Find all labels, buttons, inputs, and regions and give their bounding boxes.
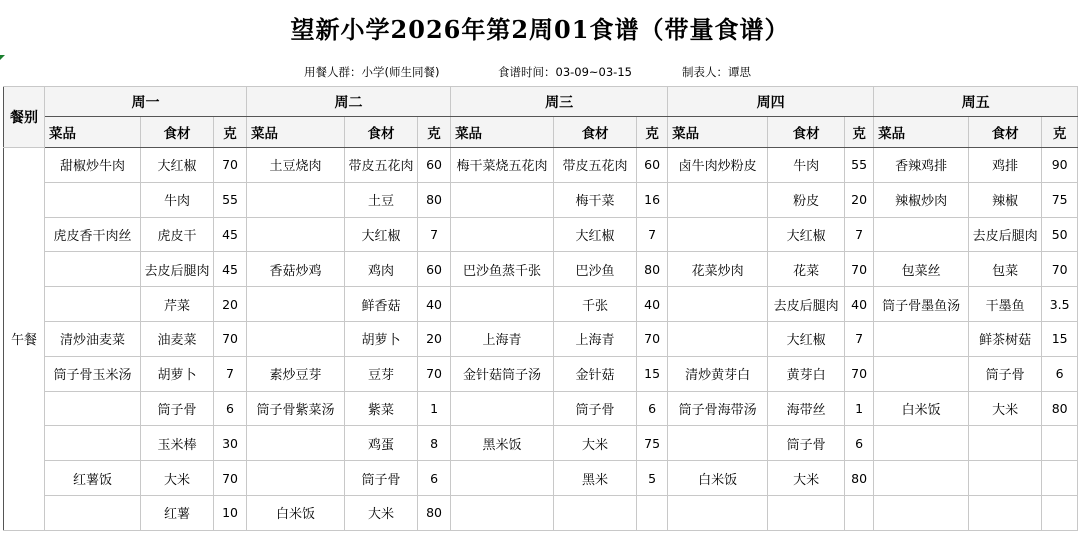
gram-cell: 5 <box>637 461 668 496</box>
gram-cell: 80 <box>845 461 874 496</box>
dish-column-header: 菜品 <box>668 117 768 148</box>
dish-cell <box>451 182 554 217</box>
table-row <box>4 287 1078 322</box>
dish-cell <box>247 287 345 322</box>
ingredient-cell <box>969 461 1042 496</box>
dish-cell: 金针菇筒子汤 <box>451 356 554 391</box>
ingredient-cell: 海带丝 <box>768 391 845 426</box>
table-row <box>4 182 1078 217</box>
dish-cell <box>874 321 969 356</box>
ingredient-cell: 大米 <box>554 426 637 461</box>
dish-cell: 土豆烧肉 <box>247 148 345 183</box>
ingredient-cell <box>969 426 1042 461</box>
menu-table <box>3 86 1078 531</box>
ingredient-cell: 梅干菜 <box>554 182 637 217</box>
dish-cell: 香菇炒鸡 <box>247 252 345 287</box>
dish-cell <box>45 287 141 322</box>
ingredient-cell: 千张 <box>554 287 637 322</box>
gram-column-header: 克 <box>637 117 668 148</box>
dish-cell <box>45 391 141 426</box>
ingredient-cell: 花菜 <box>768 252 845 287</box>
ingredient-column-header: 食材 <box>345 117 418 148</box>
ingredient-cell: 大米 <box>141 461 214 496</box>
ingredient-cell: 大米 <box>345 495 418 530</box>
ingredient-cell: 牛肉 <box>768 148 845 183</box>
gram-cell: 70 <box>214 461 247 496</box>
ingredient-cell: 上海青 <box>554 321 637 356</box>
gram-cell: 6 <box>1042 356 1078 391</box>
gram-cell: 7 <box>845 321 874 356</box>
gram-cell: 70 <box>214 148 247 183</box>
ingredient-cell: 巴沙鱼 <box>554 252 637 287</box>
gram-cell: 60 <box>418 252 451 287</box>
dish-cell <box>874 495 969 530</box>
ingredient-cell: 干墨鱼 <box>969 287 1042 322</box>
gram-column-header: 克 <box>418 117 451 148</box>
ingredient-cell: 大红椒 <box>141 148 214 183</box>
ingredient-cell: 芹菜 <box>141 287 214 322</box>
gram-cell <box>1042 461 1078 496</box>
dish-cell: 梅干菜烧五花肉 <box>451 148 554 183</box>
meta-period: 食谱时间：03-09~03-15 <box>498 65 632 79</box>
table-row <box>4 356 1078 391</box>
table-row <box>4 391 1078 426</box>
ingredient-cell: 黄芽白 <box>768 356 845 391</box>
table-row <box>4 495 1078 530</box>
dish-cell: 香辣鸡排 <box>874 148 969 183</box>
gram-cell: 80 <box>637 252 668 287</box>
gram-cell: 80 <box>1042 391 1078 426</box>
ingredient-cell: 筒子骨 <box>345 461 418 496</box>
dish-cell <box>874 356 969 391</box>
dish-cell: 卤牛肉炒粉皮 <box>668 148 768 183</box>
ingredient-cell <box>969 495 1042 530</box>
dish-cell: 黑米饭 <box>451 426 554 461</box>
ingredient-cell: 红薯 <box>141 495 214 530</box>
gram-cell: 1 <box>845 391 874 426</box>
ingredient-cell: 筒子骨 <box>554 391 637 426</box>
gram-cell: 3.5 <box>1042 287 1078 322</box>
ingredient-cell: 去皮后腿肉 <box>141 252 214 287</box>
day-header: 周一 <box>45 87 247 117</box>
ingredient-cell: 胡萝卜 <box>141 356 214 391</box>
ingredient-cell: 金针菇 <box>554 356 637 391</box>
gram-cell: 90 <box>1042 148 1078 183</box>
dish-cell: 筒子骨玉米汤 <box>45 356 141 391</box>
ingredient-cell: 玉米棒 <box>141 426 214 461</box>
dish-cell: 花菜炒肉 <box>668 252 768 287</box>
gram-cell: 40 <box>845 287 874 322</box>
dish-cell: 包菜丝 <box>874 252 969 287</box>
dish-cell <box>451 217 554 252</box>
dish-cell: 虎皮香干肉丝 <box>45 217 141 252</box>
ingredient-cell: 大米 <box>969 391 1042 426</box>
gram-cell: 30 <box>214 426 247 461</box>
table-row <box>4 252 1078 287</box>
gram-cell: 55 <box>214 182 247 217</box>
dish-cell <box>451 461 554 496</box>
dish-cell <box>668 321 768 356</box>
gram-cell <box>637 495 668 530</box>
dish-cell <box>247 321 345 356</box>
ingredient-cell: 去皮后腿肉 <box>768 287 845 322</box>
ingredient-cell: 去皮后腿肉 <box>969 217 1042 252</box>
dish-cell <box>45 182 141 217</box>
meal-name-cell: 午餐 <box>4 148 45 531</box>
day-header: 周三 <box>451 87 668 117</box>
gram-cell: 70 <box>214 321 247 356</box>
ingredient-cell: 带皮五花肉 <box>345 148 418 183</box>
dish-cell <box>247 426 345 461</box>
gram-column-header: 克 <box>845 117 874 148</box>
dish-cell: 红薯饭 <box>45 461 141 496</box>
gram-cell: 75 <box>1042 182 1078 217</box>
table-row <box>4 148 1078 183</box>
dish-cell: 筒子骨紫菜汤 <box>247 391 345 426</box>
meta-maker: 制表人：谭思 <box>682 65 751 79</box>
gram-cell: 60 <box>637 148 668 183</box>
table-row <box>4 426 1078 461</box>
ingredient-cell: 包菜 <box>969 252 1042 287</box>
day-header: 周五 <box>874 87 1078 117</box>
gram-cell: 8 <box>418 426 451 461</box>
ingredient-column-header: 食材 <box>554 117 637 148</box>
ingredient-cell: 筒子骨 <box>768 426 845 461</box>
gram-cell: 7 <box>637 217 668 252</box>
dish-cell <box>45 426 141 461</box>
table-row <box>4 321 1078 356</box>
dish-cell: 白米饭 <box>668 461 768 496</box>
gram-cell: 6 <box>845 426 874 461</box>
gram-column-header: 克 <box>1042 117 1078 148</box>
ingredient-cell: 油麦菜 <box>141 321 214 356</box>
dish-cell: 清炒黄芽白 <box>668 356 768 391</box>
gram-cell: 70 <box>418 356 451 391</box>
gram-cell: 80 <box>418 495 451 530</box>
dish-cell <box>247 217 345 252</box>
ingredient-cell: 鲜香菇 <box>345 287 418 322</box>
ingredient-cell: 筒子骨 <box>969 356 1042 391</box>
ingredient-column-header: 食材 <box>969 117 1042 148</box>
dish-cell <box>874 426 969 461</box>
dish-cell <box>247 461 345 496</box>
gram-cell: 6 <box>418 461 451 496</box>
cell-selection-marker <box>0 55 5 60</box>
day-header: 周二 <box>247 87 451 117</box>
dish-cell <box>451 391 554 426</box>
dish-cell <box>668 217 768 252</box>
dish-cell: 清炒油麦菜 <box>45 321 141 356</box>
dish-cell <box>45 252 141 287</box>
ingredient-cell: 辣椒 <box>969 182 1042 217</box>
dish-cell <box>668 426 768 461</box>
dish-cell <box>668 287 768 322</box>
gram-cell <box>845 495 874 530</box>
gram-cell: 6 <box>214 391 247 426</box>
gram-cell: 70 <box>1042 252 1078 287</box>
ingredient-cell: 豆芽 <box>345 356 418 391</box>
dish-column-header: 菜品 <box>247 117 345 148</box>
gram-cell <box>1042 495 1078 530</box>
ingredient-cell <box>768 495 845 530</box>
gram-cell <box>1042 426 1078 461</box>
column-header-row <box>4 117 1078 148</box>
ingredient-cell: 大红椒 <box>768 217 845 252</box>
gram-cell: 40 <box>418 287 451 322</box>
gram-cell: 70 <box>845 252 874 287</box>
dish-cell <box>668 182 768 217</box>
table-row <box>4 217 1078 252</box>
ingredient-cell: 土豆 <box>345 182 418 217</box>
gram-cell: 40 <box>637 287 668 322</box>
dish-cell <box>45 495 141 530</box>
gram-cell: 50 <box>1042 217 1078 252</box>
ingredient-cell: 大米 <box>768 461 845 496</box>
ingredient-cell: 鸡蛋 <box>345 426 418 461</box>
dish-cell: 筒子骨海带汤 <box>668 391 768 426</box>
dish-cell <box>247 182 345 217</box>
ingredient-cell: 鲜茶树菇 <box>969 321 1042 356</box>
gram-cell: 20 <box>214 287 247 322</box>
ingredient-cell: 鸡排 <box>969 148 1042 183</box>
dish-cell <box>874 461 969 496</box>
gram-cell: 15 <box>637 356 668 391</box>
gram-cell: 60 <box>418 148 451 183</box>
dish-cell <box>451 287 554 322</box>
ingredient-cell: 筒子骨 <box>141 391 214 426</box>
meta-crowd: 用餐人群：小学(师生同餐) <box>304 65 440 79</box>
gram-cell: 7 <box>845 217 874 252</box>
dish-column-header: 菜品 <box>874 117 969 148</box>
dish-cell <box>668 495 768 530</box>
ingredient-cell: 虎皮干 <box>141 217 214 252</box>
gram-cell: 20 <box>418 321 451 356</box>
day-header: 周四 <box>668 87 874 117</box>
dish-cell <box>451 495 554 530</box>
ingredient-cell <box>554 495 637 530</box>
ingredient-cell: 大红椒 <box>554 217 637 252</box>
ingredient-cell: 黑米 <box>554 461 637 496</box>
dish-cell: 白米饭 <box>874 391 969 426</box>
dish-cell: 辣椒炒肉 <box>874 182 969 217</box>
gram-cell: 20 <box>845 182 874 217</box>
gram-cell: 6 <box>637 391 668 426</box>
ingredient-column-header: 食材 <box>141 117 214 148</box>
gram-cell: 7 <box>214 356 247 391</box>
ingredient-cell: 鸡肉 <box>345 252 418 287</box>
dish-column-header: 菜品 <box>451 117 554 148</box>
gram-cell: 16 <box>637 182 668 217</box>
dish-cell: 筒子骨墨鱼汤 <box>874 287 969 322</box>
ingredient-cell: 牛肉 <box>141 182 214 217</box>
gram-cell: 7 <box>418 217 451 252</box>
dish-cell: 甜椒炒牛肉 <box>45 148 141 183</box>
table-row <box>4 461 1078 496</box>
gram-cell: 10 <box>214 495 247 530</box>
gram-cell: 1 <box>418 391 451 426</box>
ingredient-cell: 大红椒 <box>768 321 845 356</box>
gram-cell: 45 <box>214 217 247 252</box>
gram-cell: 15 <box>1042 321 1078 356</box>
ingredient-column-header: 食材 <box>768 117 845 148</box>
gram-cell: 70 <box>637 321 668 356</box>
dish-cell <box>874 217 969 252</box>
meal-column-header: 餐别 <box>4 87 45 148</box>
gram-cell: 45 <box>214 252 247 287</box>
dish-cell: 巴沙鱼蒸千张 <box>451 252 554 287</box>
ingredient-cell: 胡萝卜 <box>345 321 418 356</box>
ingredient-cell: 带皮五花肉 <box>554 148 637 183</box>
ingredient-cell: 大红椒 <box>345 217 418 252</box>
gram-cell: 55 <box>845 148 874 183</box>
gram-cell: 70 <box>845 356 874 391</box>
dish-cell: 素炒豆芽 <box>247 356 345 391</box>
dish-cell: 上海青 <box>451 321 554 356</box>
dish-column-header: 菜品 <box>45 117 141 148</box>
day-header-row <box>4 87 1078 117</box>
gram-column-header: 克 <box>214 117 247 148</box>
gram-cell: 80 <box>418 182 451 217</box>
ingredient-cell: 紫菜 <box>345 391 418 426</box>
page-title: 望新小学2026年第2周01食谱（带量食谱） <box>290 15 790 44</box>
ingredient-cell: 粉皮 <box>768 182 845 217</box>
gram-cell: 75 <box>637 426 668 461</box>
dish-cell: 白米饭 <box>247 495 345 530</box>
